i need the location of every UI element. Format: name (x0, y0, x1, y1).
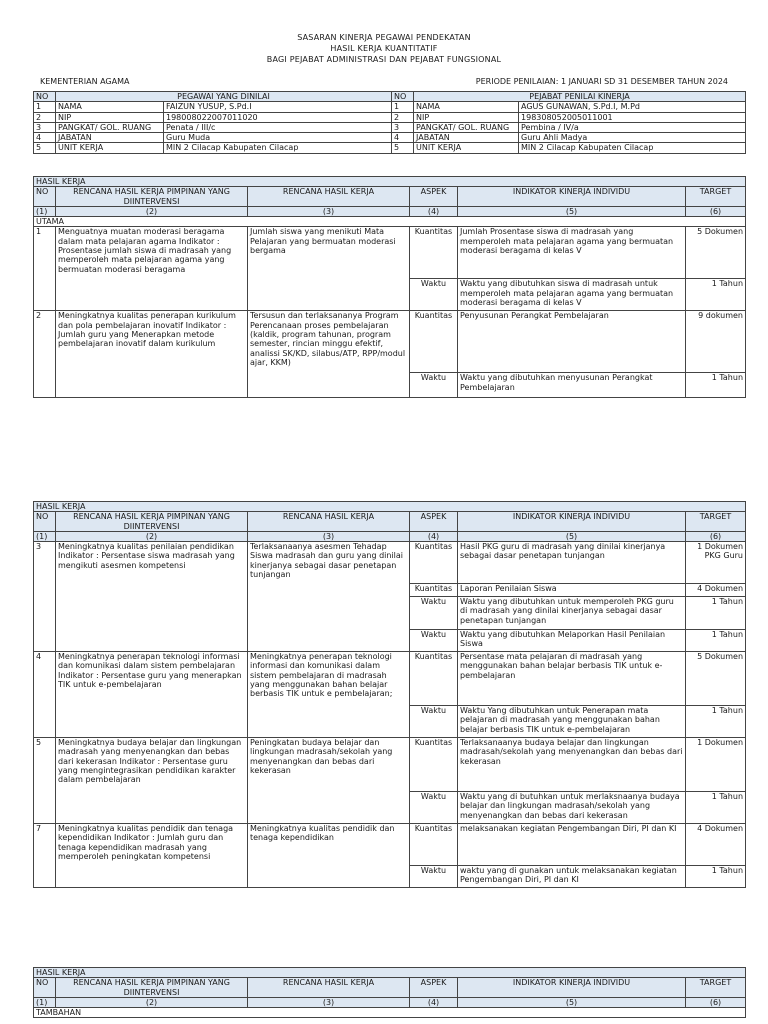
target-cell: 5 Dokumen (686, 652, 746, 706)
column-number: (4) (410, 206, 458, 216)
target-cell: 1 Tahun (686, 279, 746, 311)
field-label: JABATAN (56, 133, 164, 143)
pegawai-value: Penata / III/c (164, 122, 392, 132)
section-title-row (34, 502, 746, 512)
row-number: 5 (392, 143, 414, 153)
no-header: NO (34, 512, 56, 532)
aspek-header: ASPEK (410, 512, 458, 532)
aspek-header: ASPEK (410, 978, 458, 998)
aspek-cell: Waktu (410, 279, 458, 311)
aspek-cell: Waktu (410, 792, 458, 824)
hasil-kerja-table-2 (33, 501, 746, 888)
aspek-cell: Kuantitas (410, 652, 458, 706)
pegawai-row (34, 122, 746, 132)
target-cell: 1 Tahun (686, 630, 746, 652)
pejabat-value: 198308052005011001 (519, 112, 746, 122)
field-label: UNIT KERJA (414, 143, 519, 153)
no-header: NO (34, 978, 56, 998)
pegawai-row (34, 102, 746, 112)
target-cell: 1 Tahun (686, 792, 746, 824)
target-header: TARGET (686, 187, 746, 207)
column-number-row (34, 997, 746, 1007)
rencana-cell: Meningkatnya penerapan teknologi informasi dan komunikasi dalam sistem pembelajaran di madrasah yang menggunakan bahan belajar berbasis TIK untuk e pembelajaran; (248, 652, 410, 738)
pejabat-penilai-header: PEJABAT PENILAI KINERJA (414, 92, 746, 102)
indikator-header: INDIKATOR KINERJA INDIVIDU (458, 187, 686, 207)
aspek-cell: Waktu (410, 373, 458, 398)
column-number: (3) (248, 206, 410, 216)
no-header: NO (34, 187, 56, 207)
table-row (34, 824, 746, 866)
row-number: 5 (34, 738, 56, 824)
aspek-cell: Kuantitas (410, 227, 458, 279)
target-header: TARGET (686, 512, 746, 532)
agency-name: KEMENTERIAN AGAMA (40, 77, 130, 86)
pegawai-value: Guru Muda (164, 133, 392, 143)
target-cell: 4 Dokumen (686, 584, 746, 597)
indikator-cell: Terlaksanaanya budaya belajar dan lingkungan madrasah/sekolah yang menyenangkan dan bebas dari kekerasan (458, 738, 686, 792)
hasil-kerja-title: HASIL KERJA (34, 502, 746, 512)
title-line-3: BAGI PEJABAT ADMINISTRASI DAN PEJABAT FUNGSIONAL (266, 55, 502, 64)
table-row (34, 311, 746, 373)
rencana-cell: Peningkatan budaya belajar dan lingkungan madrasah/sekolah yang menyenangkan dan bebas dari kekerasan (248, 738, 410, 824)
pejabat-value: AGUS GUNAWAN, S.Pd.I, M.Pd (519, 102, 746, 112)
field-label: NIP (414, 112, 519, 122)
target-cell: 5 Dokumen (686, 227, 746, 279)
section-label: UTAMA (34, 217, 746, 227)
column-number: (6) (686, 997, 746, 1007)
table-row (34, 227, 746, 279)
rencana-pimpinan-header: RENCANA HASIL KERJA PIMPINAN YANG DIINTERVENSI (56, 512, 248, 532)
row-number: 1 (34, 102, 56, 112)
indikator-cell: Waktu yang dibutuhkan siswa di madrasah untuk memperoleh mata pelajaran agama yang bermuatan moderasi beragama di kelas V (458, 279, 686, 311)
column-number: (5) (458, 206, 686, 216)
row-number: 1 (34, 227, 56, 311)
rencana-pimpinan-cell: Meningkatnya penerapan teknologi informasi dan komunikasi dalam sistem pembelajaran Indikator : Persentase guru yang menerapkan TIK untuk e-pembelajaran (56, 652, 248, 738)
indikator-header: INDIKATOR KINERJA INDIVIDU (458, 512, 686, 532)
pegawai-dinilai-header: PEGAWAI YANG DINILAI (56, 92, 392, 102)
column-number: (2) (56, 997, 248, 1007)
title-line-1: SASARAN KINERJA PEGAWAI PENDEKATAN (297, 33, 471, 42)
hasil-kerja-table-3 (33, 967, 746, 1018)
hasil-kerja-table-1 (33, 176, 746, 398)
document-title (0, 32, 768, 65)
no-header: NO (392, 92, 414, 102)
column-header-row (34, 187, 746, 207)
field-label: UNIT KERJA (56, 143, 164, 153)
pegawai-value: MIN 2 Cilacap Kabupaten Cilacap (164, 143, 392, 153)
column-number: (5) (458, 997, 686, 1007)
column-number-row (34, 531, 746, 541)
row-number: 1 (392, 102, 414, 112)
column-number: (6) (686, 206, 746, 216)
field-label: NAMA (414, 102, 519, 112)
column-number: (3) (248, 531, 410, 541)
table-row (34, 738, 746, 792)
section-row (34, 1008, 746, 1018)
indikator-cell: Hasil PKG guru di madrasah yang dinilai kinerjanya sebagai dasar penetapan tunjangan (458, 542, 686, 584)
pejabat-value: Pembina / IV/a (519, 122, 746, 132)
section-title-row (34, 968, 746, 978)
row-number: 7 (34, 824, 56, 888)
column-number: (4) (410, 531, 458, 541)
row-number: 2 (34, 112, 56, 122)
indikator-cell: Persentase mata pelajaran di madrasah yang menggunakan bahan belajar berbasis TIK untuk e-pembelajaran (458, 652, 686, 706)
no-header: NO (34, 92, 56, 102)
field-label: PANGKAT/ GOL. RUANG (414, 122, 519, 132)
row-number: 4 (392, 133, 414, 143)
rencana-cell: Tersusun dan terlaksananya Program Perencanaan proses pembelajaran (kaldik, program tahunan, program semester, rincian minggu efektif, analissi SK/KD, silabus/ATP, RPP/modul ajar, KKM) (248, 311, 410, 398)
indikator-cell: Jumlah Prosentase siswa di madrasah yang memperoleh mata pelajaran agama yang bermuatan moderasi beragama di kelas V (458, 227, 686, 279)
aspek-cell: Kuantitas (410, 311, 458, 373)
column-number: (1) (34, 531, 56, 541)
rencana-cell: Meningkatnya kualitas pendidik dan tenaga kependidikan (248, 824, 410, 888)
field-label: NIP (56, 112, 164, 122)
row-number: 3 (34, 542, 56, 652)
column-header-row (34, 512, 746, 532)
aspek-cell: Kuantitas (410, 542, 458, 584)
indikator-cell: Laporan Penilaian Siswa (458, 584, 686, 597)
target-header: TARGET (686, 978, 746, 998)
indikator-cell: Waktu yang di butuhkan untuk merlaksnaanya budaya belajar dan lingkungan madrasah/sekolah yang menyenangkan dan bebas dari kekerasan (458, 792, 686, 824)
pegawai-row (34, 143, 746, 153)
rencana-header: RENCANA HASIL KERJA (248, 187, 410, 207)
target-cell: 1 Tahun (686, 597, 746, 630)
indikator-cell: Waktu yang dibutuhkan untuk memperoleh PKG guru di madrasah yang dinilai kinerjanya sebagai dasar penetapan tunjangan (458, 597, 686, 630)
column-number: (1) (34, 997, 56, 1007)
pegawai-value: 198008022007011020 (164, 112, 392, 122)
table-row (34, 652, 746, 706)
rencana-pimpinan-cell: Meningkatnya kualitas penilaian pendidikan Indikator : Persentase siswa madrasah yang mengikuti asesmen kompetensi (56, 542, 248, 652)
column-number: (6) (686, 531, 746, 541)
target-cell: 1 Tahun (686, 866, 746, 888)
row-number: 3 (34, 122, 56, 132)
row-number: 4 (34, 133, 56, 143)
field-label: JABATAN (414, 133, 519, 143)
indikator-header: INDIKATOR KINERJA INDIVIDU (458, 978, 686, 998)
pegawai-header-row (34, 92, 746, 102)
hasil-kerja-title: HASIL KERJA (34, 177, 746, 187)
aspek-cell: Waktu (410, 706, 458, 738)
target-cell: 1 Dokumen PKG Guru (686, 542, 746, 584)
indikator-cell: Waktu yang dibutuhkan menyusunan Perangkat Pembelajaran (458, 373, 686, 398)
pegawai-row (34, 133, 746, 143)
target-cell: 1 Tahun (686, 706, 746, 738)
section-label: TAMBAHAN (34, 1008, 746, 1018)
rencana-pimpinan-cell: Meningkatnya kualitas penerapan kurikulum dan pola pembelajaran inovatif Indikator : Jumlah guru yang Menerapkan metode pembelajaran inovatif dalam kurikulum (56, 311, 248, 398)
indikator-cell: Penyusunan Perangkat Pembelajaran (458, 311, 686, 373)
row-number: 2 (392, 112, 414, 122)
target-cell: 1 Tahun (686, 373, 746, 398)
column-number: (2) (56, 531, 248, 541)
pegawai-row (34, 112, 746, 122)
rencana-cell: Jumlah siswa yang menikuti Mata Pelajaran yang bermuatan moderasi bergama (248, 227, 410, 311)
indikator-cell: Waktu yang dibutuhkan Melaporkan Hasil Penilaian Siswa (458, 630, 686, 652)
aspek-cell: Waktu (410, 866, 458, 888)
column-number: (5) (458, 531, 686, 541)
hasil-kerja-title: HASIL KERJA (34, 968, 746, 978)
aspek-cell: Kuantitas (410, 584, 458, 597)
row-number: 4 (34, 652, 56, 738)
field-label: NAMA (56, 102, 164, 112)
title-line-2: HASIL KERJA KUANTITATIF (330, 44, 438, 53)
section-title-row (34, 177, 746, 187)
rencana-pimpinan-header: RENCANA HASIL KERJA PIMPINAN YANG DIINTERVENSI (56, 187, 248, 207)
pegawai-value: FAIZUN YUSUP, S.Pd.I (164, 102, 392, 112)
aspek-cell: Waktu (410, 597, 458, 630)
field-label: PANGKAT/ GOL. RUANG (56, 122, 164, 132)
pegawai-table (33, 91, 746, 154)
aspek-cell: Waktu (410, 630, 458, 652)
pejabat-value: MIN 2 Cilacap Kabupaten Cilacap (519, 143, 746, 153)
rencana-pimpinan-header: RENCANA HASIL KERJA PIMPINAN YANG DIINTERVENSI (56, 978, 248, 998)
column-number: (4) (410, 997, 458, 1007)
rencana-cell: Terlaksanaanya asesmen Tehadap Siswa madrasah dan guru yang dinilai kinerjanya sebagai dasar penetapan tunjangan (248, 542, 410, 652)
column-number: (2) (56, 206, 248, 216)
target-cell: 4 Dokumen (686, 824, 746, 866)
column-number-row (34, 206, 746, 216)
row-number: 2 (34, 311, 56, 398)
table-row (34, 542, 746, 584)
row-number: 5 (34, 143, 56, 153)
rencana-pimpinan-cell: Menguatnya muatan moderasi beragama dalam mata pelajaran agama Indikator : Prosentase jumlah siswa di madrasah yang memperoleh mata pelajaran agama yang bermuatan moderasi beragama (56, 227, 248, 311)
period-label: PERIODE PENILAIAN: 1 JANUARI SD 31 DESEMBER TAHUN 2024 (475, 77, 728, 86)
aspek-cell: Kuantitas (410, 824, 458, 866)
indikator-cell: waktu yang di gunakan untuk melaksanakan kegiatan Pengembangan Diri, PI dan KI (458, 866, 686, 888)
target-cell: 1 Dokumen (686, 738, 746, 792)
pejabat-value: Guru Ahli Madya (519, 133, 746, 143)
aspek-header: ASPEK (410, 187, 458, 207)
aspek-cell: Kuantitas (410, 738, 458, 792)
indikator-cell: Waktu Yang dibutuhkan untuk Penerapan mata pelajaran di madrasah yang menggunakan bahan belajar berbasis TIK untuk e-pembelajaran (458, 706, 686, 738)
column-number: (3) (248, 997, 410, 1007)
rencana-header: RENCANA HASIL KERJA (248, 512, 410, 532)
column-header-row (34, 978, 746, 998)
rencana-pimpinan-cell: Meningkatnya kualitas pendidik dan tenaga kependidikan Indikator : Jumlah guru dan tenaga kependidikan madrasah yang memperoleh peningkatan kompetensi (56, 824, 248, 888)
row-number: 3 (392, 122, 414, 132)
target-cell: 9 dokumen (686, 311, 746, 373)
indikator-cell: melaksanakan kegiatan Pengembangan Diri, PI dan KI (458, 824, 686, 866)
section-row (34, 217, 746, 227)
rencana-header: RENCANA HASIL KERJA (248, 978, 410, 998)
column-number: (1) (34, 206, 56, 216)
rencana-pimpinan-cell: Meningkatnya budaya belajar dan lingkungan madrasah yang menyenangkan dan bebas dari kekerasan Indikator : Persentase guru yang mengintegrasikan pendidikan karakter dalam pembelajaran (56, 738, 248, 824)
